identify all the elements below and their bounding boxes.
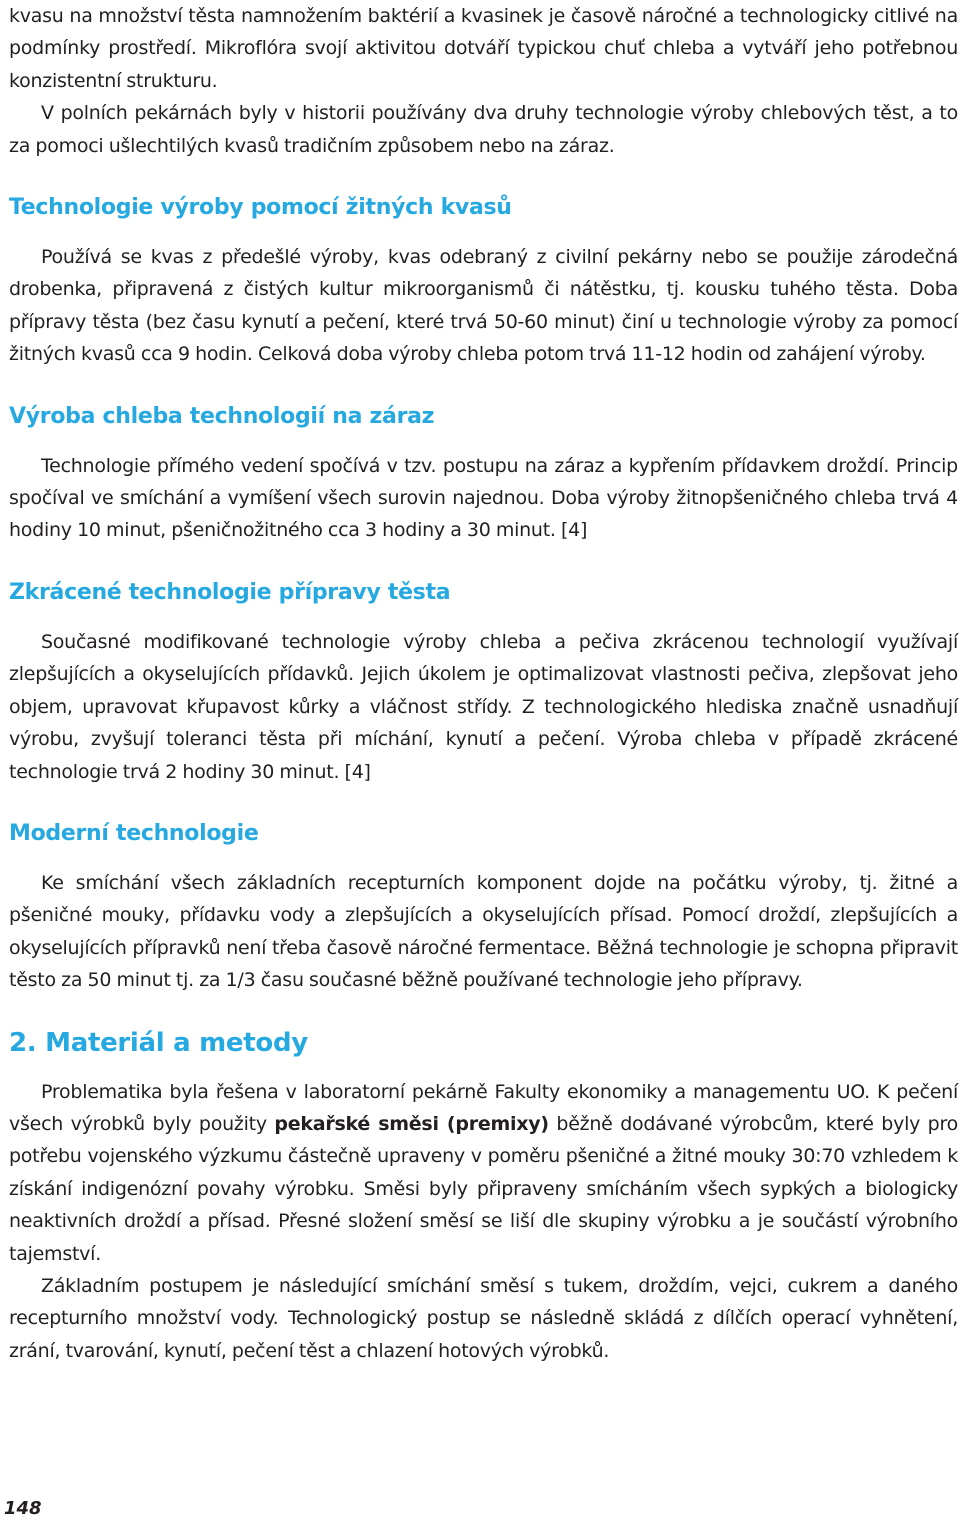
intro-paragraph-field-bakeries: V polních pekárnách byly v historii používány dva druhy technologie výroby chlebových těst, a to za pomoci ušlechtilých kvasů tradičním způsobem nebo na záraz. [9, 102, 958, 157]
heading-modern-technology: Moderní technologie [9, 820, 259, 846]
heading-materials-and-methods: 2. Materiál a metody [9, 1027, 308, 1058]
page-number: 148 [4, 1498, 42, 1519]
paragraph-text-start: Problematika byla řešena v laboratorní pekárně Fakulty ekonomiky a managementu UO. K pečení všech výrobků byly použity [9, 1080, 958, 1135]
paragraph-text-end: běžně dodávané výrobcům, které byly pro potřebu vojenského výzkumu částečně upraveny v poměru pšeničné a žitné mouky 30:70 vzhledem k získání indigenózní povahy výrobku. Směsi byly připraveny smícháním všech sypkých a biologicky neaktivních droždí a přísad. Přesné složení směsí se liší dle skupiny výrobku a je součástí výrobního tajemství. [9, 1112, 958, 1265]
paragraph-basic-procedure: Základním postupem je následující smíchání směsí s tukem, droždím, vejci, cukrem a daného recepturního množství vody. Technologický postup se následně skládá z dílčích operací vyhnětení, zrání, tvarování, kynutí, pečení těst a chlazení hotových výrobků. [9, 1274, 958, 1362]
paragraph-materials-and-methods [9, 1076, 958, 1270]
heading-rye-sourdough-technology: Technologie výroby pomocí žitných kvasů [9, 195, 512, 221]
heading-shortened-technologies: Zkrácené technologie přípravy těsta [9, 579, 451, 605]
paragraph-modern-technology: Ke smíchání všech základních recepturních komponent dojde na počátku výroby, tj. žitné a pšeničné mouky, přídavku vody a zlepšujících a okyselujících přísad. Pomocí droždí, zlepšujících a okyselujících přípravků není třeba časově náročné fermentace. Běžná technologie je schopna připravit těsto za 50 minut tj. za 1/3 času současné běžně používané technologie jeho přípravy. [9, 871, 958, 992]
intro-paragraph: kvasu na množství těsta namnožením baktérií a kvasinek je časově náročné a technologicky citlivé na podmínky prostředí. Mikroflóra svojí aktivitou dotváří typickou chuť chleba a vytváří jeho potřebnou konzistentní strukturu. [9, 5, 958, 92]
paragraph-rye-sourdough: Používá se kvas z předešlé výroby, kvas odebraný z civilní pekárny nebo se použije zárodečná drobenka, připravená z čistých kultur mikroorganismů či nátěstku, tj. kousku tuhého těsta. Doba přípravy těsta (bez času kynutí a pečení, které trvá 50-60 minut) činí u technologie výroby za pomocí žitných kvasů cca 9 hodin. Celková doba výroby chleba potom trvá 11-12 hodin od zahájení výroby. [9, 246, 958, 366]
premixes-emphasis: pekařské směsi (premixy) [274, 1112, 549, 1135]
paragraph-shortened-technologies: Současné modifikované technologie výroby chleba a pečiva zkrácenou technologií využívají zlepšujících a okyselujících přídavků. Jejich úkolem je optimalizovat vlastnosti pečiva, zlepšovat jeho objem, upravovat křupavost kůrky a vláčnost střídy. Z technologického hlediska značně usnadňují výrobu, zvyšují toleranci těsta při míchání, kynutí a pečení. Výroba chleba v případě zkrácené technologie trvá 2 hodiny 30 minut. [4] [9, 630, 958, 783]
heading-direct-method: Výroba chleba technologií na záraz [9, 403, 435, 429]
page-content [9, 0, 958, 1367]
paragraph-direct-method: Technologie přímého vedení spočívá v tzv. postupu na záraz a kypřením přídavkem droždí. Princip spočíval ve smíchání a vymíšení všech surovin najednou. Doba výroby žitnopšeničného chleba trvá 4 hodiny 10 minut, pšeničnožitného cca 3 hodiny a 30 minut. [4] [9, 454, 958, 542]
